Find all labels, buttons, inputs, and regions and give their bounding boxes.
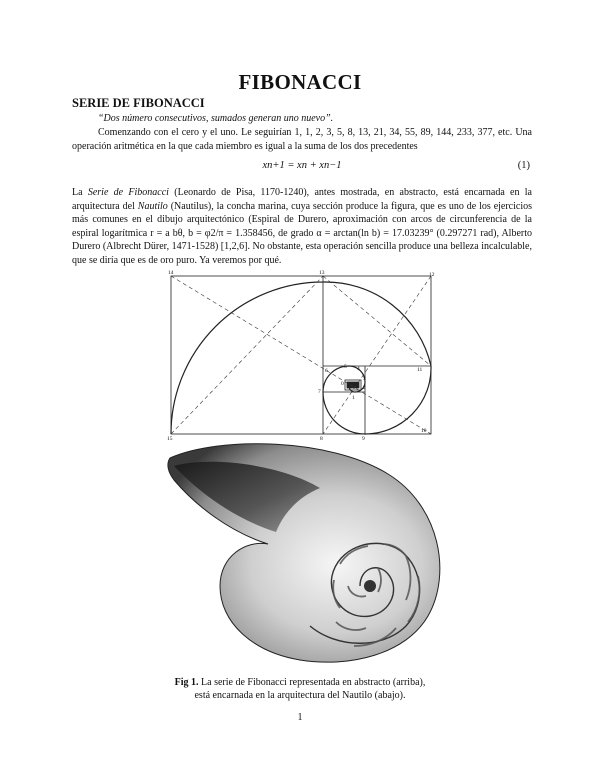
label-12: 12	[429, 272, 435, 278]
paragraph-2-part-2: (Leonardo de Pisa, 1170-1240), antes mostrada, en abstracto, está encarnada en la arquitectura del	[72, 187, 532, 212]
page-number: 1	[297, 712, 303, 723]
label-5: 5	[344, 364, 347, 370]
equation-formula: xn+1 = xn + xn−1	[262, 160, 342, 171]
fibonacci-spiral-diagram	[163, 268, 439, 442]
nautilus-shell-photo	[160, 436, 448, 666]
label-2: 2	[363, 385, 366, 391]
caption-line-2: está encarnada en la arquitectura del Nautilo (abajo).	[194, 690, 406, 701]
figure-caption	[0, 676, 600, 702]
paragraph-2	[72, 186, 532, 267]
label-3: 3	[363, 376, 366, 382]
paragraph-2-part-3: (Nautilus), la concha marina, cuya sección produce la figura, que es uno de los ejercicios más comunes en el dibujo arquitectónico (Espiral de Durero, aproximación con arcos de circunferencia de la espiral logarítmica r = a bθ, b = φ2/π = 1.358456, de grado α = arctan(ln b) = 17.03239° (0.297271 rad), Alberto Durero (Albrecht Dürer, 1471-1528) [1,2,6]. No obstante, esta operación sencilla produce una belleza incalculable, que se diría que es de oro puro. Ya veremos por qué.	[72, 200, 533, 266]
label-14: 14	[168, 270, 174, 276]
paragraph-2-part-1: La	[72, 187, 88, 198]
label-10: 10	[421, 428, 427, 434]
diagonal-1	[171, 276, 431, 434]
label-13: 13	[319, 270, 325, 276]
label-0: 0	[341, 381, 344, 387]
page-title: FIBONACCI	[238, 70, 362, 94]
caption-label: Fig 1.	[174, 677, 199, 688]
quote: “Dos número consecutivos, sumados generan uno nuevo”.	[98, 113, 334, 124]
label-15: 15	[167, 436, 173, 442]
caption-line-1: La serie de Fibonacci representada en abstracto (arriba),	[198, 677, 426, 688]
label-1: 1	[352, 395, 355, 401]
diagonal-2	[323, 276, 431, 434]
nautilo-term: Nautilo	[137, 200, 168, 212]
diagonal-4	[323, 276, 431, 366]
spiral-curve	[171, 282, 431, 434]
shell-center	[364, 580, 376, 592]
label-4: 4	[357, 366, 360, 372]
label-8: 8	[320, 436, 323, 442]
series-term: Serie de Fibonacci	[87, 187, 169, 198]
paragraph-1: Comenzando con el cero y el uno. Le seguirían 1, 1, 2, 3, 5, 8, 13, 21, 34, 55, 89, 144, 233, 377, etc. Una operación aritmética en la que cada miembro es igual a la suma de los dos precedentes	[72, 127, 532, 152]
label-7: 7	[318, 389, 321, 395]
label-11: 11	[417, 367, 423, 373]
equation-number: (1)	[517, 160, 530, 171]
label-6: 6	[325, 368, 328, 374]
label-9: 9	[362, 436, 365, 442]
section-heading: SERIE DE FIBONACCI	[72, 96, 205, 110]
equation-1	[72, 160, 532, 176]
